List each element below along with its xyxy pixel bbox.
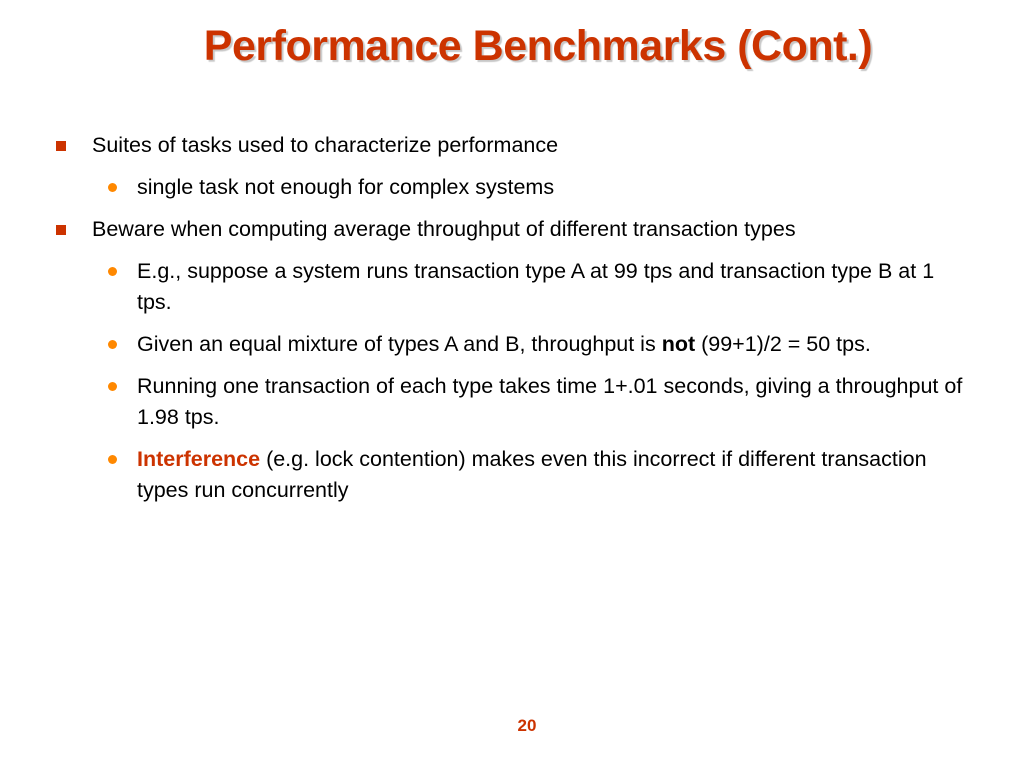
sub-bullet-interference bbox=[0, 444, 1024, 506]
sub-bullet-text: E.g., suppose a system runs transaction type A at 99 tps and transaction type B at 1 tps. bbox=[137, 259, 935, 314]
square-bullet-icon bbox=[56, 141, 66, 151]
sub-bullet-equal-mixture bbox=[0, 329, 1024, 360]
sub-bullet-text-after: (e.g. lock contention) makes even this incorrect if different transaction types run concurrently bbox=[137, 447, 927, 502]
bullet-list bbox=[0, 130, 1024, 517]
sub-bullet-text: Running one transaction of each type takes time 1+.01 seconds, giving a throughput of 1.98 tps. bbox=[137, 374, 963, 429]
page-number: 20 bbox=[517, 716, 537, 735]
bullet-text: Suites of tasks used to characterize performance bbox=[92, 133, 559, 157]
round-bullet-icon bbox=[108, 267, 117, 276]
sub-bullet-example bbox=[0, 256, 1024, 318]
emphasis-interference: Interference bbox=[137, 447, 261, 471]
sub-bullet-text-before: Given an equal mixture of types A and B, throughput is bbox=[137, 332, 662, 356]
bullet-beware-average-throughput bbox=[0, 214, 1024, 245]
sub-bullet-text-after: (99+1)/2 = 50 tps. bbox=[695, 332, 871, 356]
round-bullet-icon bbox=[108, 455, 117, 464]
round-bullet-icon bbox=[108, 340, 117, 349]
slide-title: Performance Benchmarks (Cont.) bbox=[203, 22, 873, 70]
emphasis-not: not bbox=[661, 332, 696, 356]
round-bullet-icon bbox=[108, 183, 117, 192]
square-bullet-icon bbox=[56, 225, 66, 235]
round-bullet-icon bbox=[108, 382, 117, 391]
bullet-suites-of-tasks bbox=[0, 130, 1024, 161]
bullet-text: Beware when computing average throughput of different transaction types bbox=[92, 217, 796, 241]
sub-bullet-text: single task not enough for complex systems bbox=[137, 175, 555, 199]
sub-bullet-single-task bbox=[0, 172, 1024, 203]
sub-bullet-running-one-transaction bbox=[0, 371, 1024, 433]
